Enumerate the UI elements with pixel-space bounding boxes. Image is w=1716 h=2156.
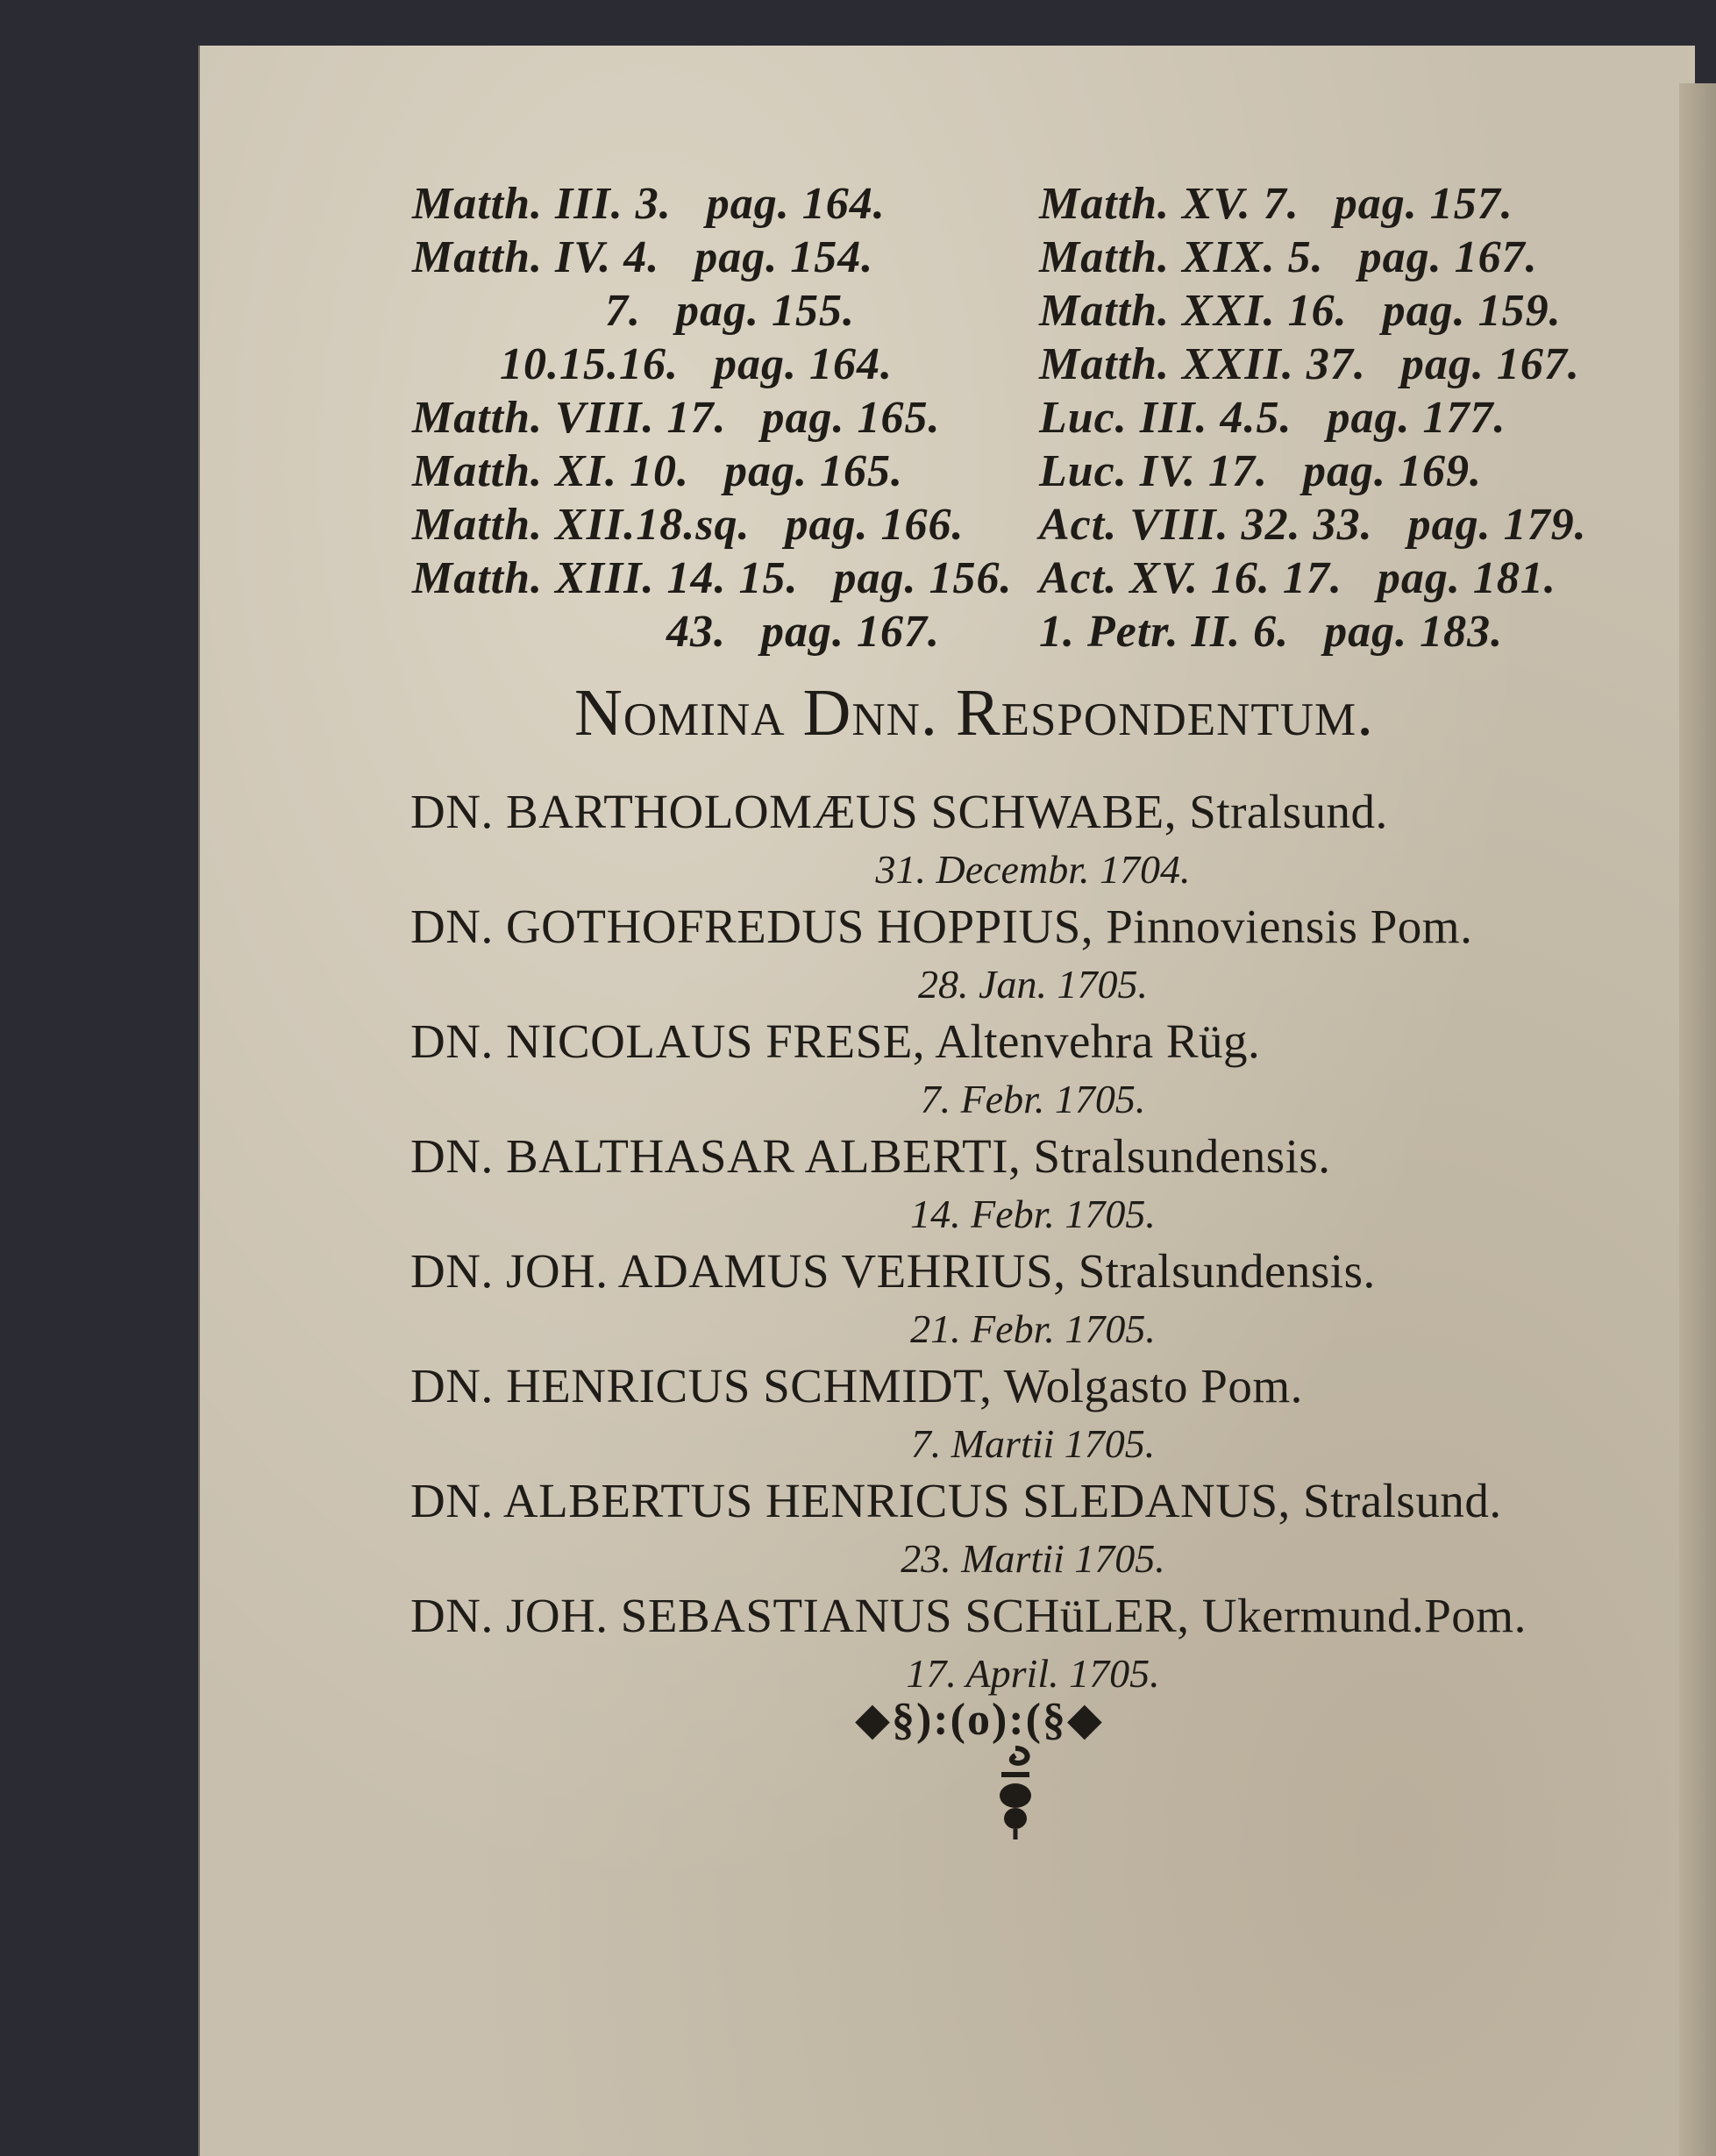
index-reference: Matth. III. 3. xyxy=(412,179,672,229)
index-entry xyxy=(412,391,1012,445)
index-entry xyxy=(1039,605,1587,658)
respondent-date: 31. Decembr. 1704. xyxy=(875,847,1191,892)
page-edge xyxy=(1679,83,1716,2156)
respondent-date: 14. Febr. 1705. xyxy=(910,1192,1156,1236)
index-reference: Matth. XII.18.sq. xyxy=(412,500,751,550)
respondent-name: DN. ALBERTUS HENRICUS SLEDANUS, Stralsund. xyxy=(410,1474,1502,1527)
index-entry xyxy=(412,445,1012,498)
index-reference: Matth. XXII. 37. xyxy=(1039,339,1366,389)
index-page: pag. 165. xyxy=(723,446,903,496)
index-page: pag. 167. xyxy=(1400,339,1580,389)
index-page: pag. 156. xyxy=(833,553,1013,603)
index-entry xyxy=(1039,391,1587,445)
index-page: pag. 167. xyxy=(761,607,940,657)
finial-ornament-icon xyxy=(989,1745,1042,1841)
respondent-date: 21. Febr. 1705. xyxy=(910,1306,1156,1351)
index-reference: Matth. XXI. 16. xyxy=(1039,286,1348,336)
index-reference: Act. VIII. 32. 33. xyxy=(1039,500,1373,550)
respondent-date: 7. Martii 1705. xyxy=(910,1421,1156,1466)
index-page: pag. 164. xyxy=(706,179,886,229)
index-page: pag. 157. xyxy=(1334,179,1513,229)
index-page: pag. 183. xyxy=(1324,607,1504,657)
index-page: pag. 169. xyxy=(1302,446,1482,496)
index-reference: Matth. IV. 4. xyxy=(412,232,660,282)
index-reference: 1. Petr. II. 6. xyxy=(1039,607,1290,657)
index-page: pag. 154. xyxy=(694,232,874,282)
index-entry xyxy=(412,177,1012,231)
scripture-index-left-column xyxy=(412,177,1012,658)
index-page: pag. 159. xyxy=(1382,286,1562,336)
index-entry xyxy=(412,338,1012,391)
respondent-name: DN. JOH. ADAMUS VEHRIUS, Stralsundensis. xyxy=(410,1244,1376,1298)
index-entry xyxy=(412,551,1012,605)
respondent-name: DN. JOH. SEBASTIANUS SCHüLER, Ukermund.Pom. xyxy=(410,1589,1527,1642)
index-page: pag. 167. xyxy=(1358,232,1538,282)
index-entry xyxy=(1039,551,1587,605)
respondents-list xyxy=(410,783,1620,1702)
respondent-name: DN. BALTHASAR ALBERTI, Stralsundensis. xyxy=(410,1129,1331,1183)
index-reference: 7. xyxy=(605,286,641,336)
respondent-name: DN. HENRICUS SCHMIDT, Wolgasto Pom. xyxy=(410,1359,1303,1412)
index-reference: 10.15.16. xyxy=(500,339,679,389)
respondent-name: DN. BARTHOLOMÆUS SCHWABE, Stralsund. xyxy=(410,785,1388,838)
index-entry xyxy=(1039,338,1587,391)
index-entry xyxy=(412,284,1012,338)
index-page: pag. 166. xyxy=(785,500,965,550)
section-heading: Nomina Dnn. Respondentum. xyxy=(574,676,1375,750)
respondent-date: 23. Martii 1705. xyxy=(901,1536,1165,1581)
index-entry xyxy=(1039,231,1587,284)
index-reference: Act. XV. 16. 17. xyxy=(1039,553,1342,603)
index-page: pag. 165. xyxy=(761,393,941,443)
scripture-index-right-column xyxy=(1039,177,1587,658)
index-reference: Matth. XIX. 5. xyxy=(1039,232,1324,282)
index-entry xyxy=(1039,284,1587,338)
respondent-name: DN. GOTHOFREDUS HOPPIUS, Pinnoviensis Pom. xyxy=(410,900,1473,953)
index-entry xyxy=(412,231,1012,284)
respondent-date: 28. Jan. 1705. xyxy=(918,962,1148,1007)
index-page: pag. 181. xyxy=(1377,553,1556,603)
index-page: pag. 155. xyxy=(676,286,855,336)
index-page: pag. 164. xyxy=(714,339,893,389)
index-reference: Luc. IV. 17. xyxy=(1039,446,1268,496)
respondent-date: 7. Febr. 1705. xyxy=(920,1077,1146,1121)
index-entry xyxy=(412,498,1012,551)
index-page: pag. 179. xyxy=(1407,500,1587,550)
index-reference: Matth. XV. 7. xyxy=(1039,179,1299,229)
index-entry xyxy=(1039,498,1587,551)
index-reference: Matth. XI. 10. xyxy=(412,446,689,496)
index-reference: Matth. VIII. 17. xyxy=(412,393,727,443)
index-reference: 43. xyxy=(666,607,726,657)
printers-ornament: ◆§):(o):(§◆ xyxy=(855,1695,1104,1745)
index-entry xyxy=(1039,177,1587,231)
index-entry xyxy=(412,605,1012,658)
index-page: pag. 177. xyxy=(1327,393,1506,443)
index-reference: Matth. XIII. 14. 15. xyxy=(412,553,799,603)
respondent-date: 17. April. 1705. xyxy=(906,1651,1160,1696)
respondent-name: DN. NICOLAUS FRESE, Altenvehra Rüg. xyxy=(410,1014,1261,1068)
index-entry xyxy=(1039,445,1587,498)
index-reference: Luc. III. 4.5. xyxy=(1039,393,1292,443)
